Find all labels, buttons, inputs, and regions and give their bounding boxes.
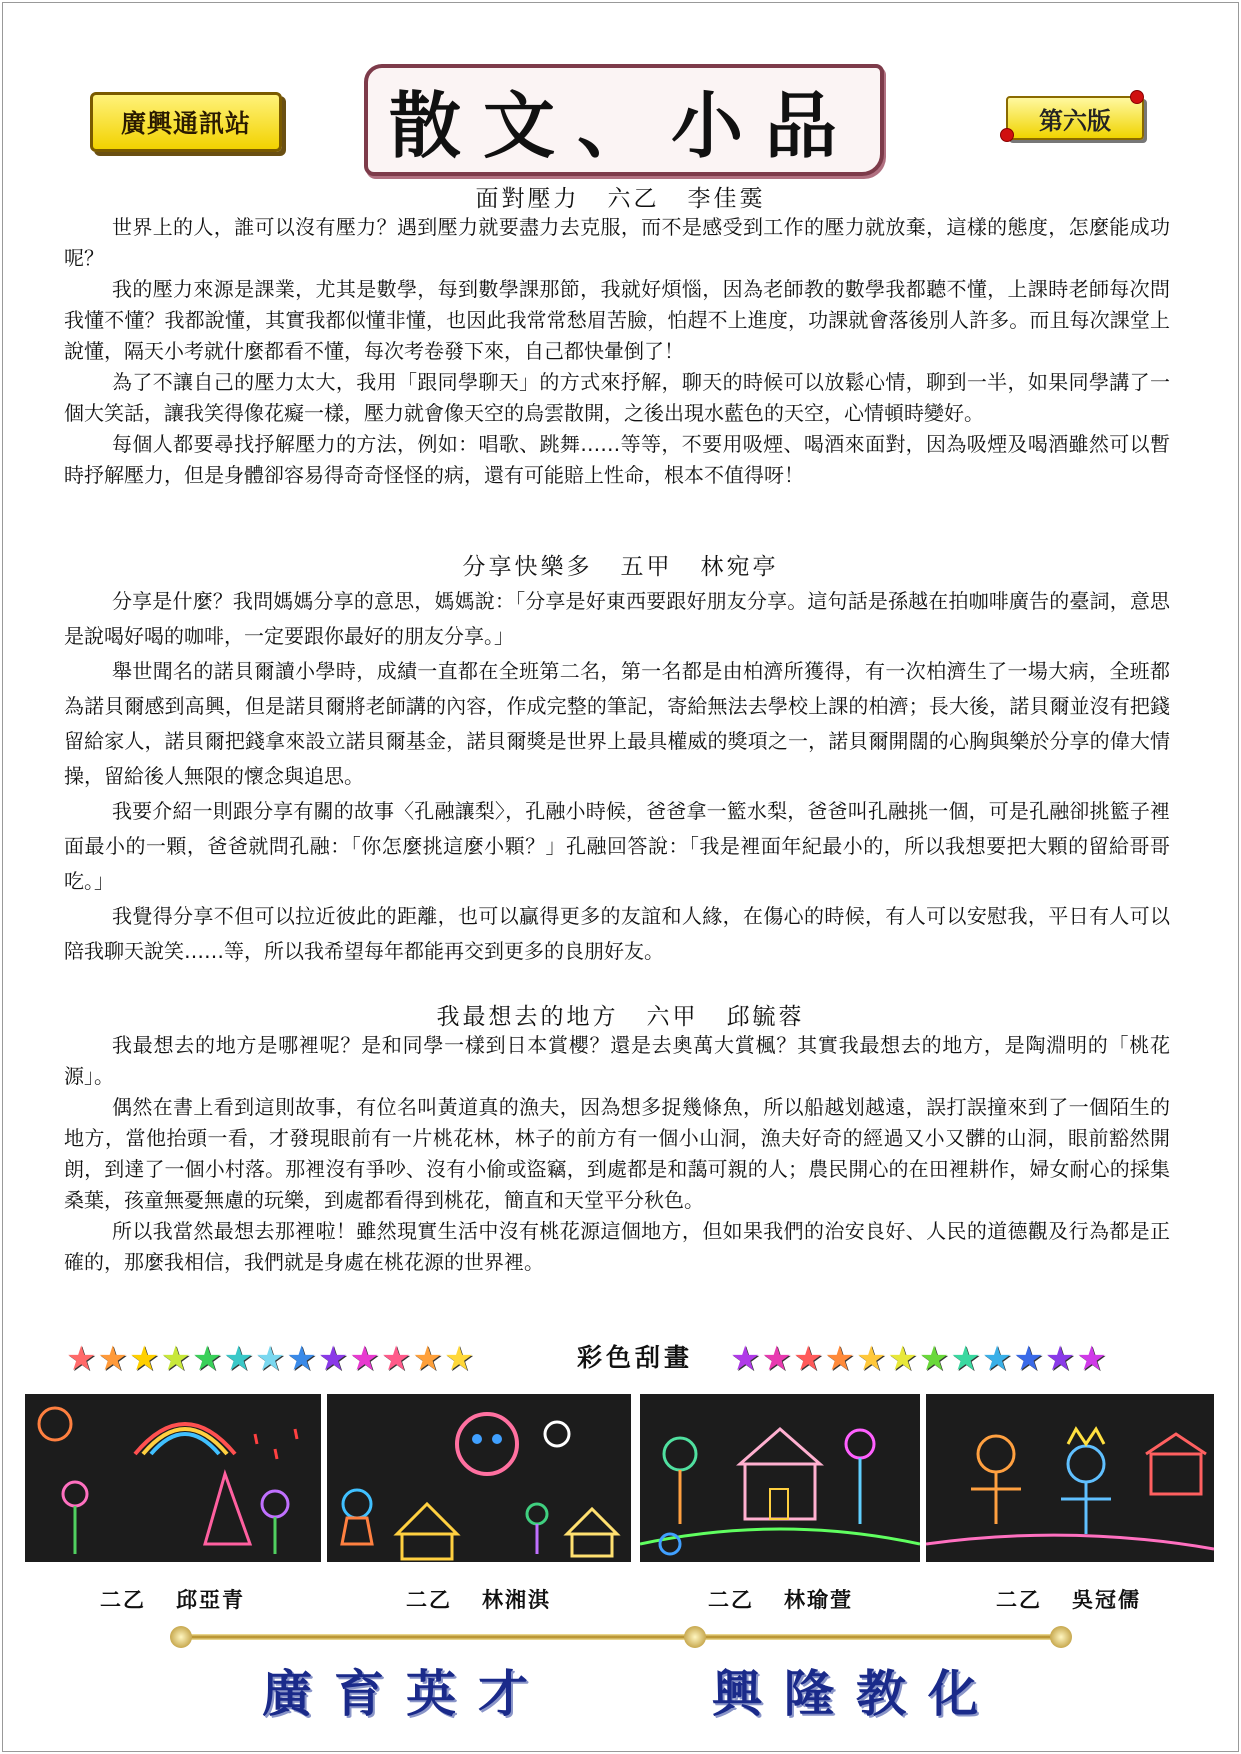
- paragraph: 我覺得分享不但可以拉近彼此的距離，也可以贏得更多的友誼和人緣，在傷心的時候，有人可以安慰我，平日有人可以陪我聊天說笑……等，所以我希望每年都能再交到更多的良朋好友。: [64, 904, 1170, 963]
- drawing-3: [640, 1394, 920, 1562]
- pin-icon: [1000, 128, 1014, 142]
- rod-end-icon: [170, 1626, 192, 1648]
- star-icon: ★: [1076, 1339, 1107, 1379]
- star-icon: ★: [66, 1339, 97, 1379]
- rod-end-icon: [1050, 1626, 1072, 1648]
- star-icon: ★: [128, 1339, 160, 1379]
- motto-left: 廣育英才: [262, 1664, 550, 1723]
- star-row-left: [66, 1341, 475, 1377]
- paragraph: 我最想去的地方是哪裡呢？是和同學一樣到日本賞櫻？還是去奧萬大賞楓？其實我最想去的地方，是陶淵明的「桃花源」。: [64, 1033, 1170, 1088]
- star-icon: ★: [191, 1339, 223, 1379]
- paragraph: 我要介紹一則跟分享有關的故事〈孔融讓梨〉，孔融小時候，爸爸拿一籃水梨，爸爸叫孔融挑一個，可是孔融卻挑籃子裡面最小的一顆，爸爸就問孔融：「你怎麼挑這麼小顆？」孔融回答說：「我是裡面年紀最小的，所以我想要把大顆的留給哥哥吃。」: [64, 799, 1170, 893]
- page-title: 散文、小品: [388, 83, 859, 168]
- edition-tag: 第六版: [1006, 96, 1144, 140]
- paragraph: 偶然在書上看到這則故事，有位名叫黃道真的漁夫，因為想多捉幾條魚，所以船越划越遠，誤打誤撞來到了一個陌生的地方，當他抬頭一看，才發現眼前有一片桃花林，林子的前方有一個小山洞，漁夫好奇的經過又小又髒的山洞，眼前豁然開朗，到達了一個小村落。那裡沒有爭吵、沒有小偷或盜竊，到處都是和藹可親的人；農民開心的在田裡耕作，婦女耐心的採集桑葉，孩童無憂無慮的玩樂，到處都看得到桃花，簡直和天堂平分秋色。: [64, 1095, 1170, 1212]
- scratch-art-girl-house: [327, 1394, 631, 1562]
- star-icon: ★: [761, 1339, 792, 1379]
- star-icon: ★: [950, 1339, 981, 1379]
- star-icon: ★: [1044, 1339, 1076, 1379]
- title-banner: [364, 64, 884, 176]
- gallery-title: 彩色刮畫: [576, 1343, 693, 1372]
- star-icon: ★: [286, 1339, 317, 1379]
- star-icon: ★: [160, 1339, 191, 1379]
- drawing-4: [926, 1394, 1214, 1562]
- star-icon: ★: [887, 1339, 918, 1379]
- paragraph: 每個人都要尋找抒解壓力的方法，例如：唱歌、跳舞……等等，不要用吸煙、喝酒來面對，因為吸煙及喝酒雖然可以暫時抒解壓力，但是身體卻容易得奇奇怪怪的病，還有可能賠上性命，根本不值得呀！: [64, 432, 1170, 487]
- scratch-art-house-scene: [640, 1394, 920, 1562]
- star-row-right: [730, 1341, 1108, 1377]
- star-icon: ★: [223, 1339, 254, 1379]
- star-icon: ★: [97, 1339, 128, 1379]
- star-icon: ★: [443, 1339, 475, 1379]
- article-body: [64, 584, 1170, 969]
- rod-end-icon: [684, 1626, 706, 1648]
- star-icon: ★: [412, 1339, 443, 1379]
- star-icon: ★: [380, 1339, 412, 1379]
- star-icon: ★: [792, 1339, 824, 1379]
- drawing-caption: 二乙 林瑜萱: [708, 1587, 853, 1612]
- star-icon: ★: [349, 1339, 380, 1379]
- drawing-1: [25, 1394, 321, 1562]
- paragraph: 我的壓力來源是課業，尤其是數學，每到數學課那節，我就好煩惱，因為老師教的數學我都聽不懂，上課時老師每次問我懂不懂？我都說懂，其實我都似懂非懂，也因此我常常愁眉苦臉，怕趕不上進度，功課就會落後別人許多。而且每次課堂上說懂，隔天小考就什麼都看不懂，每次考卷發下來，自己都快暈倒了！: [64, 277, 1170, 363]
- star-icon: ★: [981, 1339, 1013, 1379]
- article-title: 我最想去的地方 六甲 邱毓蓉: [436, 1004, 805, 1030]
- paragraph: 舉世聞名的諾貝爾讀小學時，成績一直都在全班第二名，第一名都是由柏濟所獲得，有一次柏濟生了一場大病，全班都為諾貝爾感到高興，但是諾貝爾將老師講的內容，作成完整的筆記，寄給無法去學校上課的柏濟；長大後，諾貝爾並沒有把錢留給家人，諾貝爾把錢拿來設立諾貝爾基金，諾貝爾獎是世界上最具權威的獎項之一，諾貝爾開闊的心胸與樂於分享的偉大情操，留給後人無限的懷念與追思。: [64, 659, 1170, 788]
- article-title: 面對壓力 六乙 李佳霙: [475, 186, 766, 212]
- motto-right: 興隆教化: [712, 1664, 1000, 1723]
- star-icon: ★: [824, 1339, 855, 1379]
- station-tag: 廣興通訊站: [90, 92, 282, 152]
- article-body: [64, 1030, 1170, 1278]
- drawing-2: [327, 1394, 631, 1562]
- paragraph: 為了不讓自己的壓力太大，我用「跟同學聊天」的方式來抒解，聊天的時候可以放鬆心情，聊到一半，如果同學講了一個大笑話，讓我笑得像花癡一樣，壓力就會像天空的烏雲散開，之後出現水藍色的天空，心情頓時變好。: [64, 370, 1170, 425]
- paragraph: 分享是什麼？我問媽媽分享的意思，媽媽說：「分享是好東西要跟好朋友分享。這句話是孫越在拍咖啡廣告的臺詞，意思是說喝好喝的咖啡，一定要跟你最好的朋友分享。」: [64, 589, 1170, 648]
- star-icon: ★: [730, 1339, 761, 1379]
- drawing-caption: 二乙 林湘淇: [406, 1587, 551, 1612]
- star-icon: ★: [317, 1339, 349, 1379]
- drawing-caption: 二乙 邱亞青: [100, 1587, 245, 1612]
- star-icon: ★: [855, 1339, 887, 1379]
- star-icon: ★: [918, 1339, 950, 1379]
- scratch-art-rainbow-rain: [25, 1394, 321, 1562]
- paragraph: 世界上的人，誰可以沒有壓力？遇到壓力就要盡力去克服，而不是感受到工作的壓力就放棄，這樣的態度，怎麼能成功呢？: [64, 215, 1170, 270]
- paragraph: 所以我當然最想去那裡啦！雖然現實生活中沒有桃花源這個地方，但如果我們的治安良好、人民的道德觀及行為都是正確的，那麼我相信，我們就是身處在桃花源的世界裡。: [64, 1219, 1170, 1274]
- article-title: 分享快樂多 五甲 林宛亭: [462, 554, 779, 580]
- drawing-caption: 二乙 吳冠儒: [996, 1587, 1141, 1612]
- article-body: [64, 212, 1170, 491]
- star-icon: ★: [254, 1339, 286, 1379]
- footer-rod: [180, 1634, 1060, 1640]
- pin-icon: [1130, 90, 1144, 104]
- scratch-art-figures: [926, 1394, 1214, 1562]
- star-icon: ★: [1013, 1339, 1044, 1379]
